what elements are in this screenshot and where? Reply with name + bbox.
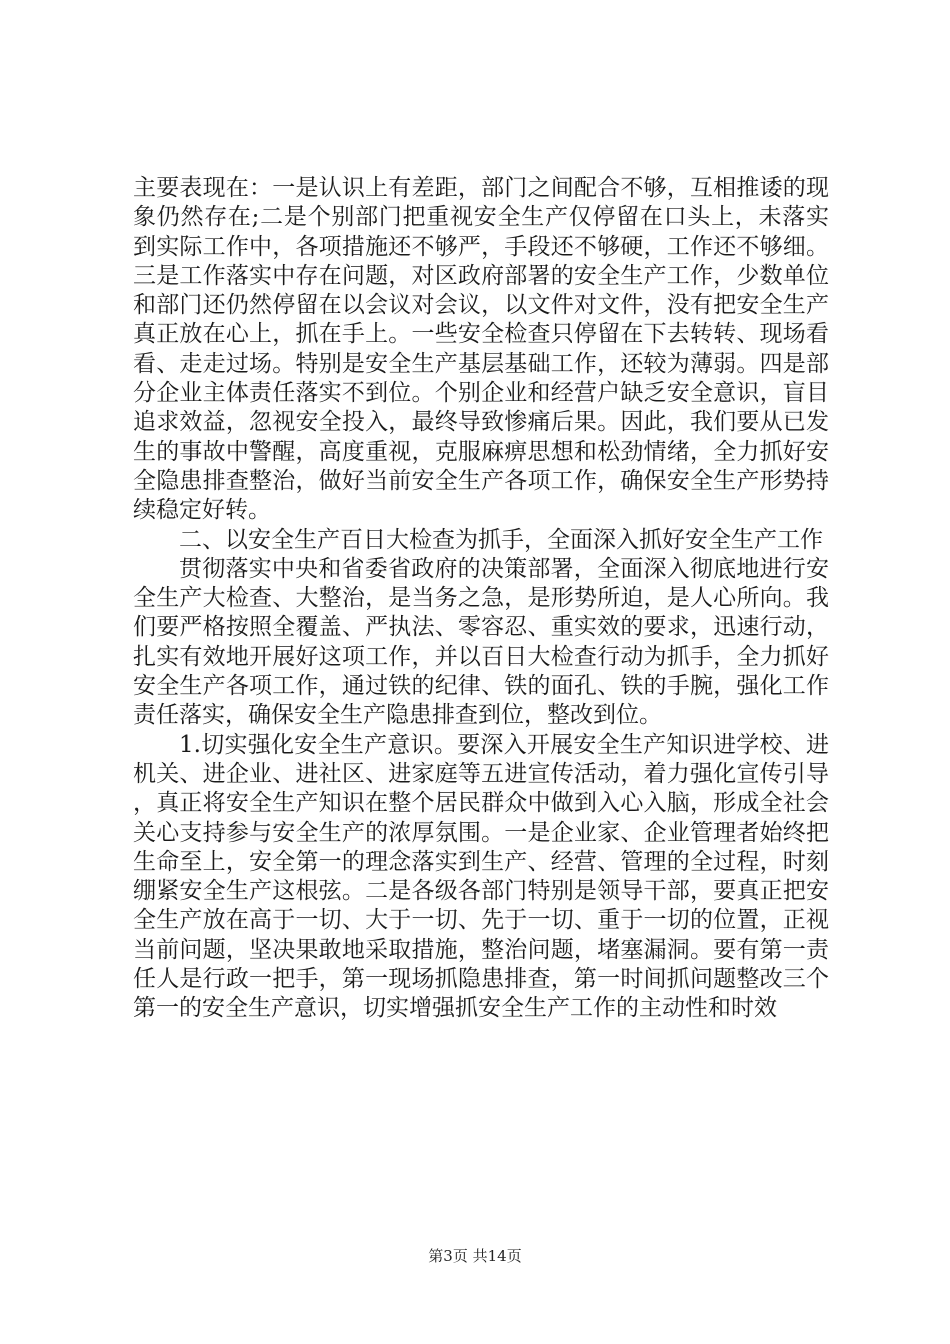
section-heading-2: 二、以安全生产百日大检查为抓手，全面深入抓好安全生产工作 bbox=[179, 526, 823, 553]
paragraph-1: 主要表现在：一是认识上有差距，部门之间配合不够，互相推诿的现象仍然存在;二是个别部门把重视安全生产仅停留在口头上，未落实到实际工作中，各项措施还不够严，手段还不够硬，工作还不够细。三是工作落实中存在问题，对区政府部署的安全生产工作，少数单位和部门还仍然停留在以会议对会议，以文件对文件，没有把安全生产真正放在心上，抓在手上。一些安全检查只停留在下去转转、现场看看、走走过场。特别是安全生产基层基础工作，还较为薄弱。四是部分企业主体责任落实不到位。个别企业和经营户缺乏安全意识，盲目追求效益，忽视安全投入，最终导致惨痛后果。因此，我们要从已发生的事故中警醒，高度重视，克服麻痹思想和松劲情绪，全力抓好安全隐患排查整治，做好当前安全生产各项工作，确保安全生产形势持续稳定好转。 bbox=[133, 175, 829, 524]
paragraph-3: 贯彻落实中央和省委省政府的决策部署，全面深入彻底地进行安全生产大检查、大整治，是当务之急，是形势所迫，是人心所向。我们要严格按照全覆盖、严执法、零容忍、重实效的要求，迅速行动，扎实有效地开展好这项工作，并以百日大检查行动为抓手，全力抓好安全生产各项工作，通过铁的纪律、铁的面孔、铁的手腕，强化工作责任落实，确保安全生产隐患排查到位，整改到位。 bbox=[133, 555, 829, 729]
page-number-footer: 第3页 共14页 bbox=[428, 1247, 522, 1265]
document-body bbox=[133, 174, 829, 1024]
paragraph-4: 1.切实强化安全生产意识。要深入开展安全生产知识进学校、进机关、进企业、进社区、进家庭等五进宣传活动，着力强化宣传引导，真正将安全生产知识在整个居民群众中做到入心入脑，形成全社会关心支持参与安全生产的浓厚氛围。一是企业家、企业管理者始终把生命至上，安全第一的理念落实到生产、经营、管理的全过程，时刻绷紧安全生产这根弦。二是各级各部门特别是领导干部，要真正把安全生产放在高于一切、大于一切、先于一切、重于一切的位置，正视当前问题，坚决果敢地采取措施，整治问题，堵塞漏洞。要有第一责任人是行政一把手，第一现场抓隐患排查，第一时间抓问题整改三个第一的安全生产意识，切实增强抓安全生产工作的主动性和时效 bbox=[133, 731, 829, 1022]
